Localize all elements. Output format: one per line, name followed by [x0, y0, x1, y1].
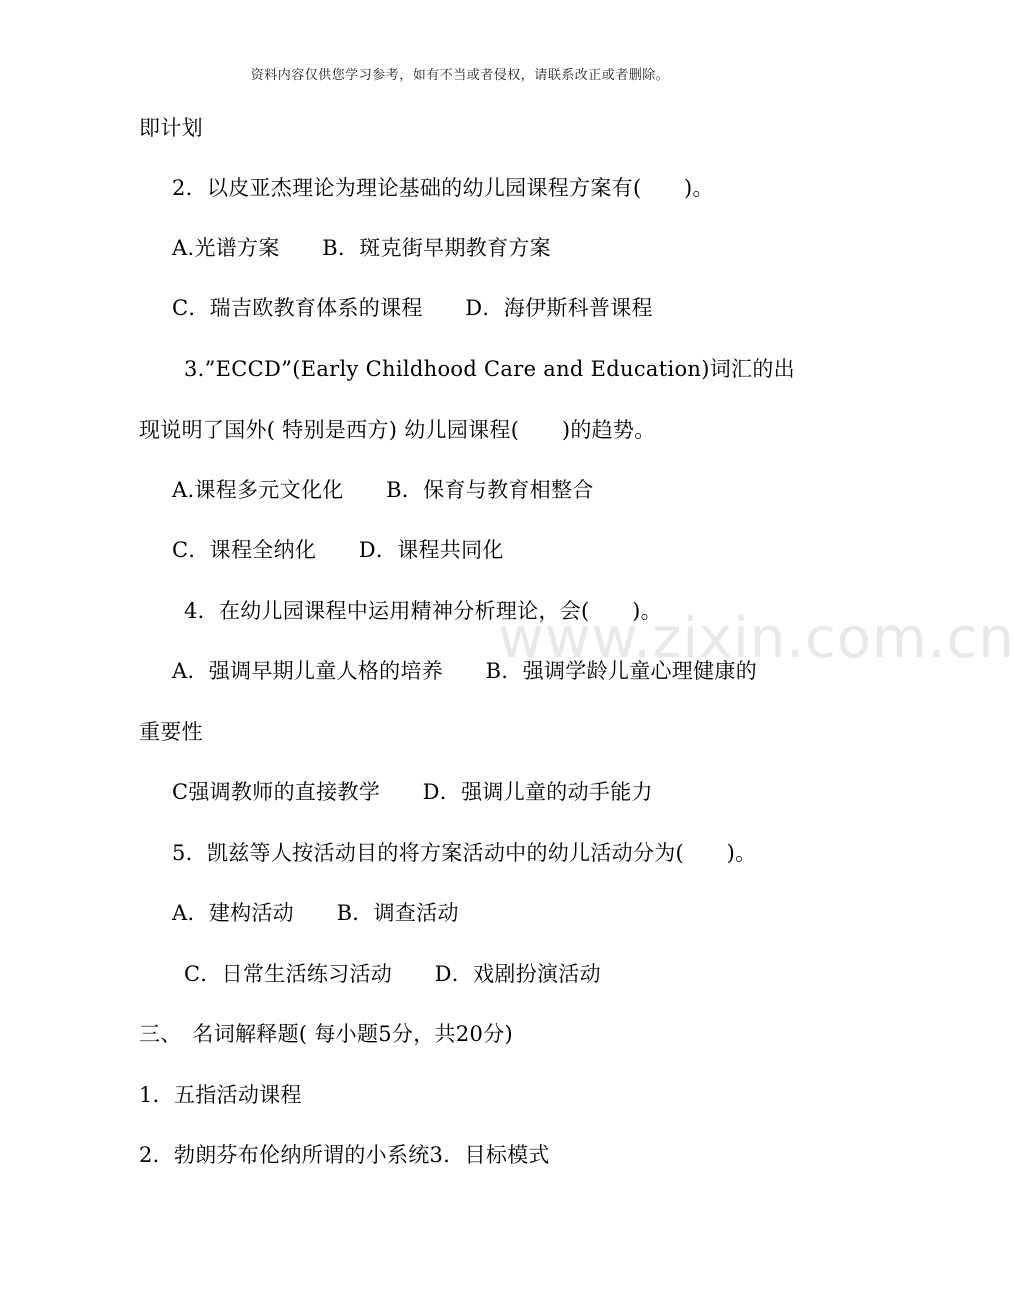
question-4-continuation: 重要性 [139, 720, 203, 744]
question-3-continuation: 现说明了国外( 特别是西方) 幼儿园课程( )的趋势。 [139, 418, 656, 442]
section-heading-terms: 三、 名词解释题( 每小题5分，共20分) [139, 1022, 513, 1046]
question-3-options-ab: A.课程多元文化化 B．保育与教育相整合 [172, 478, 594, 502]
question-4: 4．在幼儿园课程中运用精神分析理论，会( )。 [184, 599, 662, 623]
question-4-options-ab: A．强调早期儿童人格的培养 B．强调学龄儿童心理健康的 [172, 659, 757, 683]
question-2: 2．以皮亚杰理论为理论基础的幼儿园课程方案有( )。 [172, 176, 714, 200]
question-5-options-ab: A．建构活动 B．调查活动 [172, 901, 459, 925]
question-2-options-cd: C．瑞吉欧教育体系的课程 D．海伊斯科普课程 [172, 296, 653, 320]
page-header-notice: 资料内容仅供您学习参考，如有不当或者侵权，请联系改正或者删除。 [250, 68, 670, 83]
question-5: 5．凯兹等人按活动目的将方案活动中的幼儿活动分为( )。 [172, 841, 757, 865]
question-3: 3.”ECCD”(Early Childhood Care and Education)词汇的出 [184, 357, 795, 381]
term-question-2-3: 2．勃朗芬布伦纳所谓的小系统3．目标模式 [139, 1143, 550, 1167]
watermark: www.zixin.com.cn [498, 606, 1015, 671]
text-line-continuation: 即计划 [139, 116, 203, 140]
question-5-options-cd: C．日常生活练习活动 D．戏剧扮演活动 [184, 962, 601, 986]
question-4-options-cd: C强调教师的直接教学 D．强调儿童的动手能力 [172, 780, 653, 804]
question-3-options-cd: C．课程全纳化 D．课程共同化 [172, 538, 504, 562]
question-2-options-ab: A.光谱方案 B．斑克街早期教育方案 [172, 236, 551, 260]
term-question-1: 1．五指活动课程 [139, 1083, 302, 1107]
